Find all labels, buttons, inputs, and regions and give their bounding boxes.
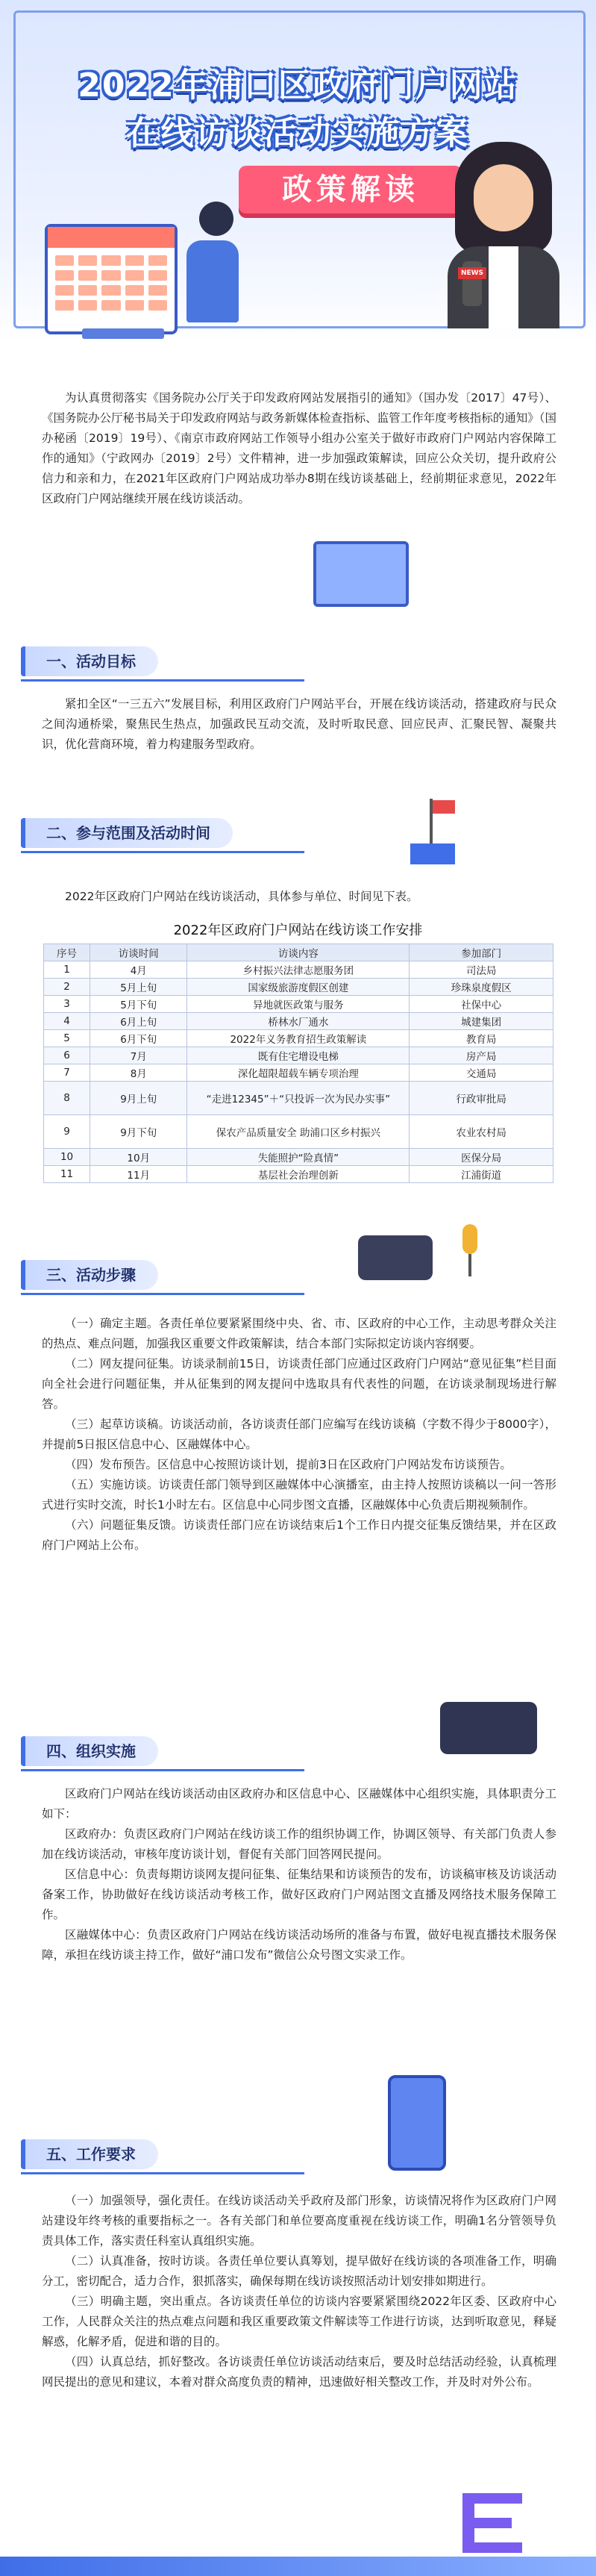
- cell-index: 2: [44, 979, 90, 996]
- cell-content: 异地就医政策与服务: [187, 996, 410, 1013]
- section4-title: 四、组织实施: [21, 1736, 158, 1766]
- reporter-illustration: [440, 134, 567, 328]
- table-row: [44, 1082, 553, 1115]
- table-row: [44, 961, 553, 979]
- cell-index: 11: [44, 1166, 90, 1183]
- cell-department: 医保分局: [410, 1149, 553, 1166]
- table-row: [44, 1115, 553, 1149]
- table-row: [44, 1013, 553, 1030]
- table-row: [44, 1149, 553, 1166]
- cell-index: 7: [44, 1064, 90, 1082]
- cell-department: 教育局: [410, 1030, 553, 1047]
- content-area: [0, 343, 596, 2576]
- cell-department: 江浦街道: [410, 1166, 553, 1183]
- col-header-time: 访谈时间: [90, 944, 187, 961]
- section2-text: 2022年区政府门户网站在线访谈活动，具体参与单位、时间见下表。: [65, 890, 418, 903]
- camera-icon: [358, 1235, 433, 1280]
- step-2: （二）网友提问征集。访谈录制前15日，访谈责任部门应通过区政府门户网站“意见征集”栏目面向全社会进行问题征集，并从征集到的网友提问中选取具有代表性的问题，在访谈录制现场进行解答。: [42, 1357, 556, 1411]
- section5-title: 五、工作要求: [21, 2139, 158, 2169]
- hero-banner: [0, 0, 596, 343]
- cell-department: 城建集团: [410, 1013, 553, 1030]
- cell-department: 司法局: [410, 961, 553, 979]
- requirement-3: （三）明确主题，突出重点。各访谈责任单位的访谈内容要紧紧围绕2022年区委、区政府中心工作，人民群众关注的热点难点问题和我区重要政策文件解读等工作进行访谈，达到听取意见，释疑解惑，化解矛盾，促进和谐的目的。: [42, 2295, 556, 2348]
- cell-index: 9: [44, 1115, 90, 1149]
- microphone-deco-icon: [448, 1224, 492, 1287]
- cell-index: 5: [44, 1030, 90, 1047]
- table-row: [44, 1166, 553, 1183]
- step-3: （三）起草访谈稿。访谈活动前，各访谈责任部门应编写在线访谈稿（字数不得少于8000字），并提前5日报区信息中心、区融媒体中心。: [42, 1418, 556, 1451]
- step-1: （一）确定主题。各责任单位要紧紧围绕中央、省、市、区政府的中心工作，主动思考群众关注的热点、难点问题，加强我区重要文件政策解读，结合本部门实际拟定访谈内容纲要。: [42, 1317, 556, 1350]
- cell-content: 基层社会治理创新: [187, 1166, 410, 1183]
- cell-department: 行政审批局: [410, 1082, 553, 1115]
- cell-department: 农业农村局: [410, 1115, 553, 1149]
- cell-time: 5月下旬: [90, 996, 187, 1013]
- cell-time: 9月下旬: [90, 1115, 187, 1149]
- cell-content: 桥林水厂通水: [187, 1013, 410, 1030]
- cell-content: 国家级旅游度假区创建: [187, 979, 410, 996]
- cell-time: 11月: [90, 1166, 187, 1183]
- requirement-4: （四）认真总结，抓好整改。各访谈责任单位访谈活动结束后，要及时总结活动经验，认真梳理网民提出的意见和建议，本着对群众高度负责的精神，迅速做好相关整改工作，并及时对外公布。: [42, 2355, 556, 2389]
- cell-department: 交通局: [410, 1064, 553, 1082]
- thinking-person-illustration: [186, 202, 246, 328]
- page-title-line2: 在线访谈活动实施方案: [126, 114, 470, 152]
- section1-title: 一、活动目标: [21, 646, 158, 676]
- schedule-table: [43, 944, 553, 1183]
- policy-interpretation-badge: 政策解读: [239, 166, 462, 213]
- cell-index: 8: [44, 1082, 90, 1115]
- section4-text: [42, 1784, 556, 1965]
- cell-time: 10月: [90, 1149, 187, 1166]
- cell-index: 6: [44, 1047, 90, 1064]
- table-row: [44, 1030, 553, 1047]
- calendar-icon: [45, 224, 178, 334]
- podium-flag-illustration: [403, 799, 462, 869]
- cell-department: 房产局: [410, 1047, 553, 1064]
- cell-index: 3: [44, 996, 90, 1013]
- requirement-2: （二）认真准备，按时访谈。各责任单位要认真筹划，提早做好在线访谈的各项准备工作，明确分工，密切配合，适力合作，狠抓落实，确保每期在线访谈按照活动计划安排如期进行。: [42, 2254, 556, 2288]
- table-row: [44, 979, 553, 996]
- video-camera-illustration: [440, 1702, 537, 1754]
- laptop-person-illustration: [313, 541, 409, 607]
- table-row: [44, 1064, 553, 1082]
- cell-index: 4: [44, 1013, 90, 1030]
- org-info-center: 区信息中心：负责每期访谈网友提问征集、征集结果和访谈预告的发布，访谈稿审核及访谈活动备案工作，协助做好在线访谈活动考核工作，做好区政府门户网站图文直播及网络技术服务保障工作。: [42, 1868, 556, 1921]
- col-header-index: 序号: [44, 944, 90, 961]
- col-header-department: 参加部门: [410, 944, 553, 961]
- cell-time: 9月上旬: [90, 1082, 187, 1115]
- cell-content: 深化超限超载车辆专项治理: [187, 1064, 410, 1082]
- cell-content: “走进12345”＋“只投诉一次为民办实事”: [187, 1082, 410, 1115]
- section1-text: 紧扣全区“一三五六”发展目标，利用区政府门户网站平台，开展在线访谈活动，搭建政府与民众之间沟通桥梁，聚焦民生热点，加强政民互动交流，及时听取民意、回应民声、汇聚民智、凝聚共识，优化营商环境，着力构建服务型政府。: [42, 697, 556, 751]
- table-row: [44, 996, 553, 1013]
- cell-time: 5月上旬: [90, 979, 187, 996]
- table-header-row: [44, 944, 553, 961]
- cell-time: 6月上旬: [90, 1013, 187, 1030]
- footer-ribbon: [0, 2557, 596, 2576]
- cell-department: 社保中心: [410, 996, 553, 1013]
- cell-time: 8月: [90, 1064, 187, 1082]
- section2-header: [0, 814, 313, 852]
- cell-content: 乡村振兴法律志愿服务团: [187, 961, 410, 979]
- news-tag: NEWS: [458, 267, 486, 279]
- intro-paragraph: 为认真贯彻落实《国务院办公厅关于印发政府网站发展指引的通知》（国办发〔2017〕47号）、《国务院办公厅秘书局关于印发政府网站与政务新媒体检查指标、监管工作年度考核指标的通知》（国办秘函〔2019〕19号）、《南京市政府网站工作领导小组办公室关于做好市政府门户网站内容保障工作的通知》（宁政网办〔2019〕2号）文件精神，进一步加强政策解读，回应公众关切，提升政府公信力和亲和力，在2021年区政府门户网站成功举办8期在线访谈基础上，经前期征求意见，2022年区政府门户网站继续开展在线访谈活动。: [42, 391, 556, 505]
- section3-title: 三、活动步骤: [21, 1260, 158, 1290]
- schedule-table-caption: 2022年区政府门户网站在线访谈工作安排: [173, 923, 423, 938]
- section1-header: [0, 642, 313, 681]
- phone-illustration: [388, 2075, 446, 2171]
- cell-time: 7月: [90, 1047, 187, 1064]
- letter-e-illustration: [462, 2493, 545, 2556]
- cell-content: 保农产品质量安全 助浦口区乡村振兴: [187, 1115, 410, 1149]
- section3-steps: [42, 1314, 556, 1556]
- books-icon: [82, 328, 164, 339]
- section5-text: [42, 2191, 556, 2392]
- org-intro: 区政府门户网站在线访谈活动由区政府办和区信息中心、区融媒体中心组织实施，具体职责分工如下：: [42, 1787, 556, 1821]
- section4-header: [0, 1732, 313, 1771]
- org-media-center: 区融媒体中心：负责区政府门户网站在线访谈活动场所的准备与布置，做好电视直播技术服务保障，承担在线访谈主持工作，做好“浦口发布”微信公众号图文实录工作。: [42, 1928, 556, 1962]
- cell-index: 10: [44, 1149, 90, 1166]
- section2-title: 二、参与范围及活动时间: [21, 818, 233, 848]
- section5-header: [0, 2135, 313, 2174]
- step-5: （五）实施访谈。访谈责任部门领导到区融媒体中心演播室，由主持人按照访谈稿以一问一答形式进行实时交流，时长1小时左右。区信息中心同步图文直播，区融媒体中心负责后期视频制作。: [42, 1478, 556, 1512]
- cell-content: 2022年义务教育招生政策解读: [187, 1030, 410, 1047]
- step-6: （六）问题征集反馈。访谈责任部门应在访谈结束后1个工作日内提交征集反馈结果，并在区政府门户网站上公布。: [42, 1518, 556, 1552]
- org-district-office: 区政府办：负责区政府门户网站在线访谈工作的组织协调工作，协调区领导、有关部门负责人参加在线访谈活动，审核年度访谈计划，督促有关部门回答网民提问。: [42, 1827, 556, 1861]
- cell-time: 6月下旬: [90, 1030, 187, 1047]
- page-title-line1: 2022年浦口区政府门户网站: [78, 66, 518, 105]
- cell-index: 1: [44, 961, 90, 979]
- requirement-1: （一）加强领导，强化责任。在线访谈活动关乎政府及部门形象，访谈情况将作为区政府门户网站建设年终考核的重要指标之一。各有关部门和单位要高度重视在线访谈工作，明确1名分管领导负责具体工作，落实责任科室认真组织实施。: [42, 2194, 556, 2248]
- cell-time: 4月: [90, 961, 187, 979]
- step-4: （四）发布预告。区信息中心按照访谈计划，提前3日在区政府门户网站发布访谈预告。: [65, 1458, 512, 1471]
- table-row: [44, 1047, 553, 1064]
- section3-header: [0, 1256, 313, 1294]
- cell-department: 珍珠泉度假区: [410, 979, 553, 996]
- cell-content: 既有住宅增设电梯: [187, 1047, 410, 1064]
- col-header-content: 访谈内容: [187, 944, 410, 961]
- cell-content: 失能照护“险真情”: [187, 1149, 410, 1166]
